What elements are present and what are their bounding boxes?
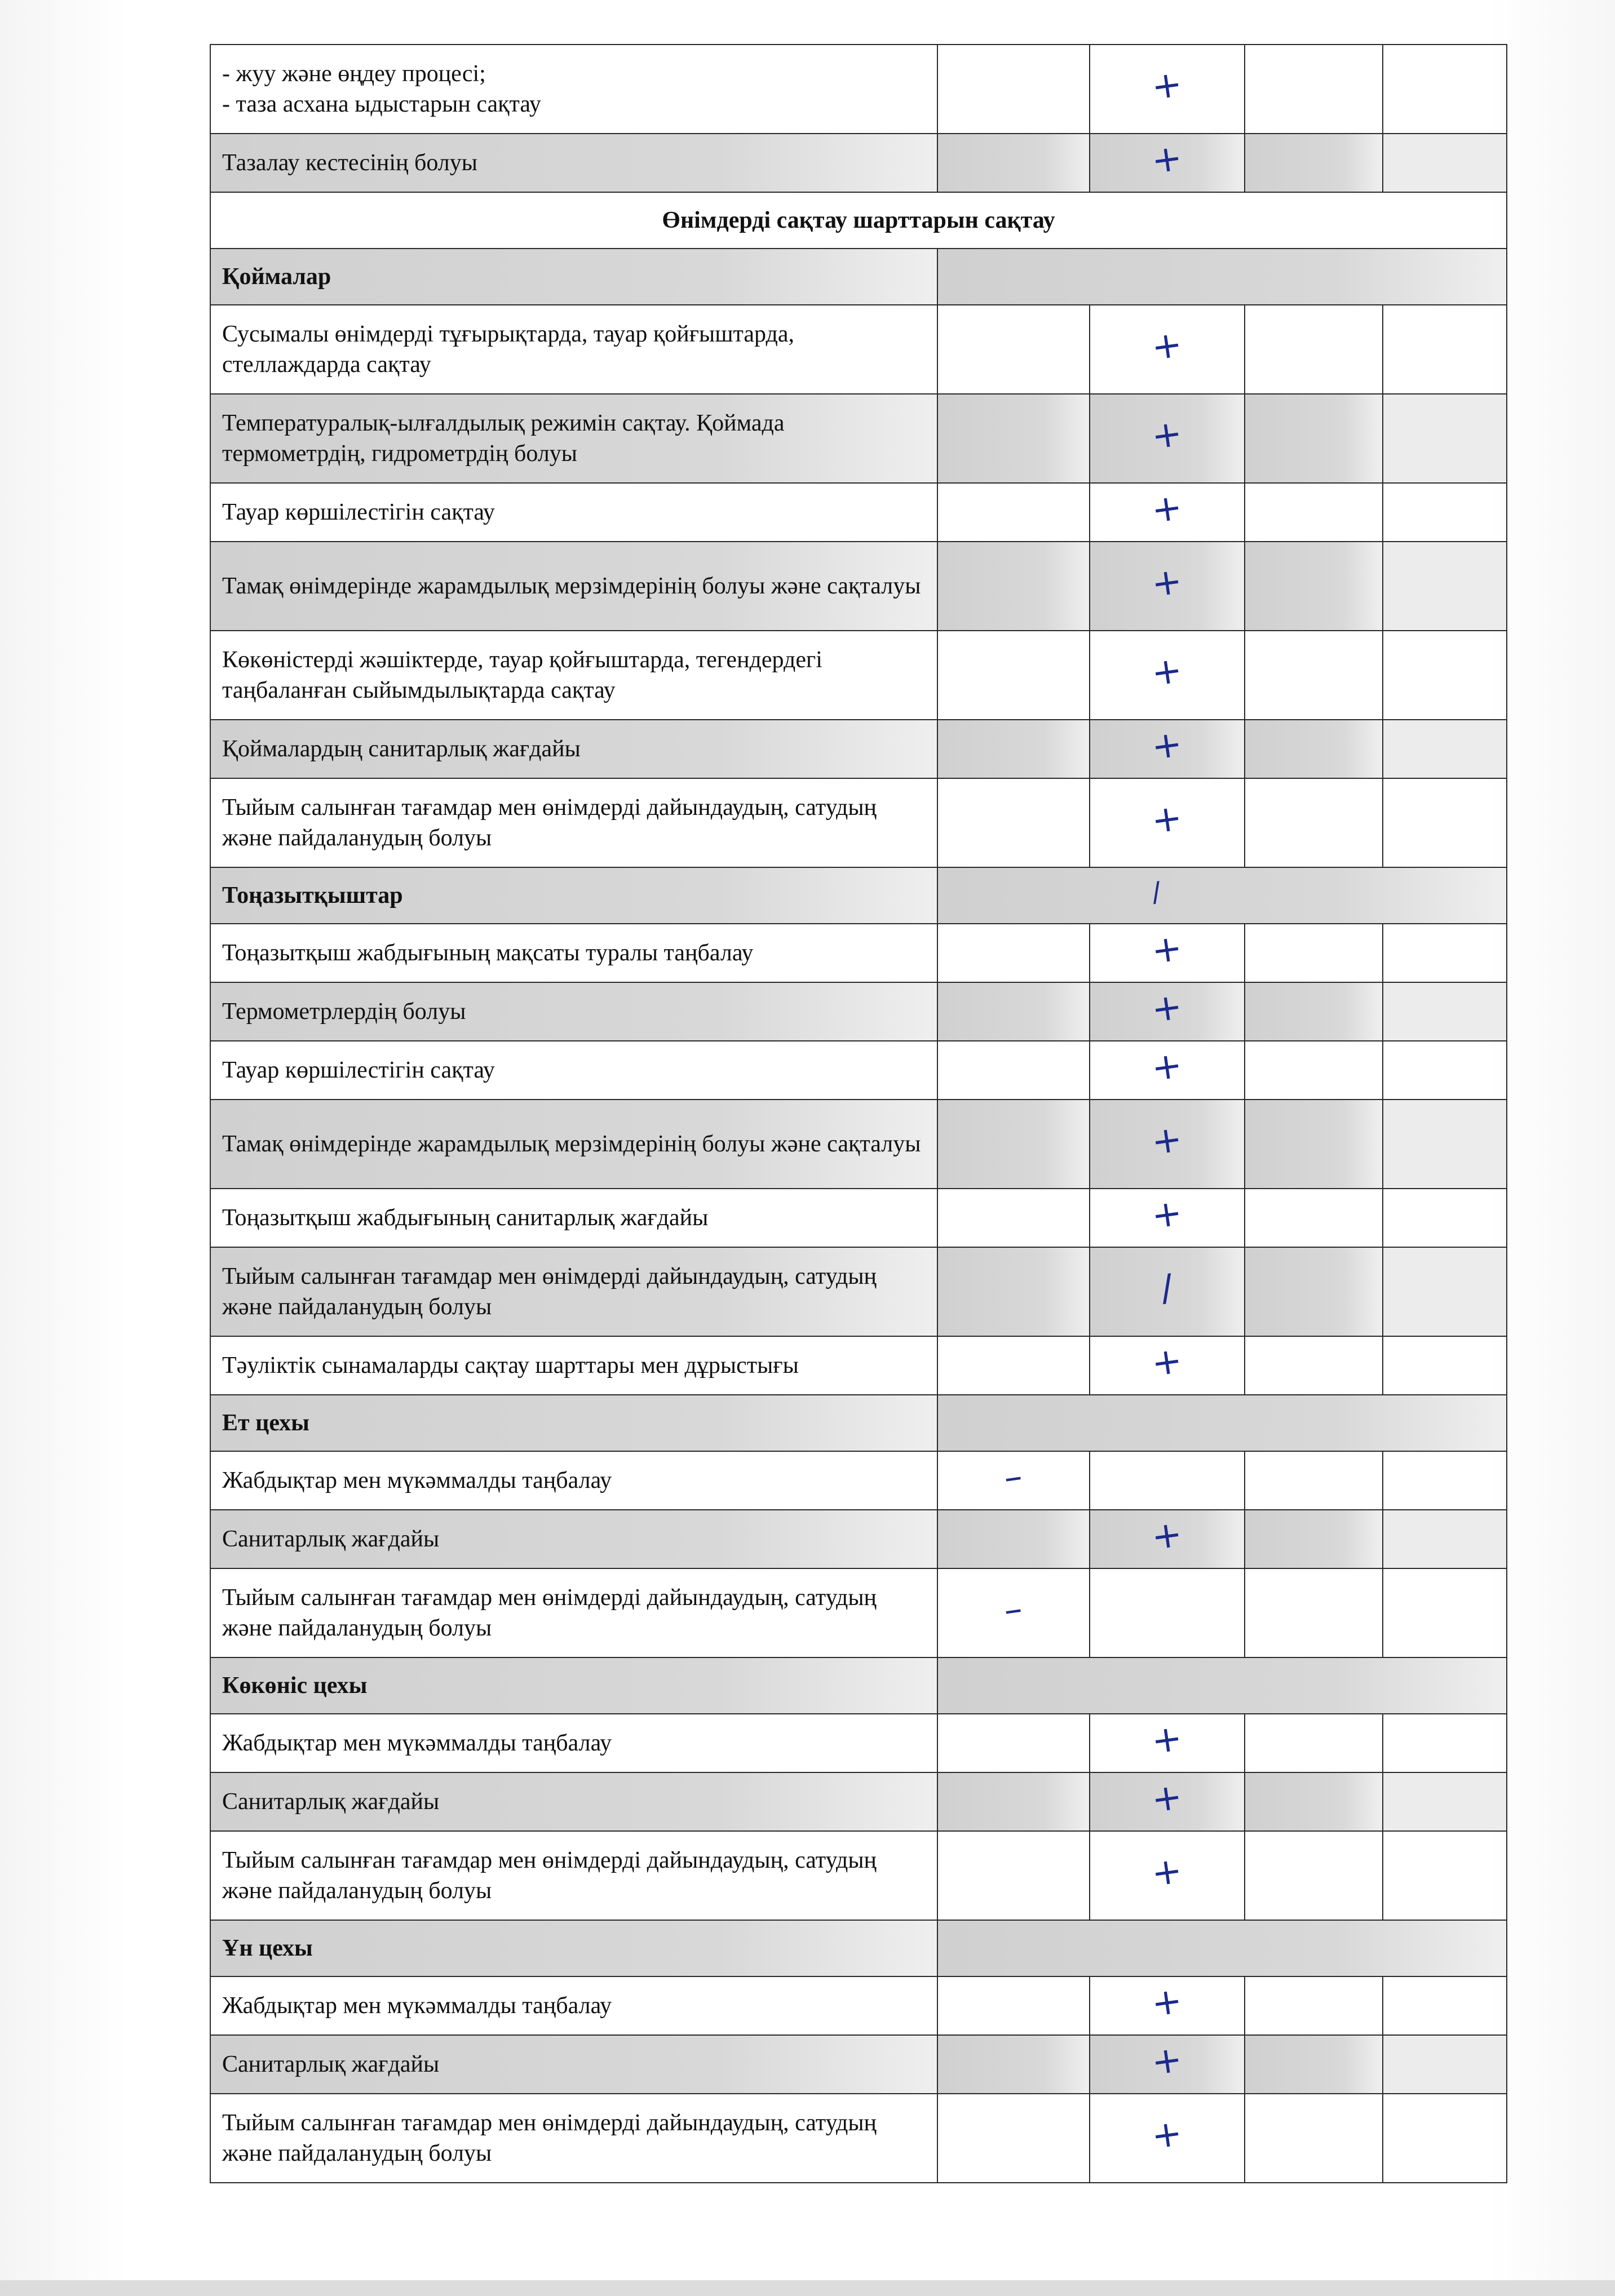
checklist-row bbox=[210, 134, 1507, 192]
mark-cell-col1 bbox=[937, 394, 1090, 483]
handwritten-mark: + bbox=[1148, 136, 1185, 183]
requirement-text: Көкөністерді жәшіктерде, тауар қойғыштарда, тегендердегі таңбаланған сыйымдылықтарда сақтау bbox=[210, 631, 937, 720]
mark-cell-col2 bbox=[1090, 982, 1245, 1041]
mark-cell-col1 bbox=[937, 1189, 1090, 1247]
mark-cell-col1 bbox=[937, 1976, 1090, 2035]
checklist-row bbox=[210, 1247, 1507, 1336]
mark-cell-col2 bbox=[1090, 720, 1245, 778]
empty-cell bbox=[1245, 1772, 1383, 1831]
section-header-row bbox=[210, 249, 1507, 305]
empty-cell bbox=[1383, 778, 1507, 867]
scan-edge bbox=[0, 2280, 1615, 2296]
section-header: Тоңазытқыштар bbox=[210, 867, 937, 924]
empty-cell bbox=[1245, 1568, 1383, 1657]
section-header: Қоймалар bbox=[210, 249, 937, 305]
empty-cell bbox=[1383, 720, 1507, 778]
requirement-text: Тоңазытқыш жабдығының санитарлық жағдайы bbox=[210, 1189, 937, 1247]
empty-cell bbox=[1245, 2035, 1383, 2094]
checklist-row bbox=[210, 305, 1507, 394]
handwritten-mark: – bbox=[1001, 1588, 1025, 1632]
empty-cell bbox=[1245, 305, 1383, 394]
section-header: Ұн цехы bbox=[210, 1920, 937, 1976]
requirement-text: - жуу және өңдеу процесі; - таза асхана ыдыстарын сақтау bbox=[210, 45, 937, 134]
checklist-row bbox=[210, 1336, 1507, 1395]
mark-cell-col1 bbox=[937, 1100, 1090, 1189]
handwritten-mark: + bbox=[1148, 560, 1185, 606]
empty-cell bbox=[1383, 631, 1507, 720]
checklist-row bbox=[210, 778, 1507, 867]
requirement-text: Температуралық-ылғалдылық режимін сақтау. Қоймада термометрдің, гидрометрдің болуы bbox=[210, 394, 937, 483]
section-header-row bbox=[210, 1920, 1507, 1976]
requirement-text: Қоймалардың санитарлық жағдайы bbox=[210, 720, 937, 778]
mark-cell-col1 bbox=[937, 542, 1090, 631]
mark-cell-col1 bbox=[937, 982, 1090, 1041]
checklist-row bbox=[210, 1714, 1507, 1772]
requirement-text: Сусымалы өнімдерді тұғырықтарда, тауар қойғыштарда, стеллаждарда сақтау bbox=[210, 305, 937, 394]
empty-cell bbox=[1245, 1831, 1383, 1920]
empty-cell bbox=[1383, 2035, 1507, 2094]
requirement-text: Тыйым салынған тағамдар мен өнімдерді дайындаудың, сатудың және пайдаланудың болуы bbox=[210, 778, 937, 867]
handwritten-mark: + bbox=[1148, 1044, 1185, 1090]
handwritten-mark: + bbox=[1148, 649, 1185, 695]
empty-cell bbox=[1383, 924, 1507, 982]
mark-cell-col2 bbox=[1090, 1189, 1245, 1247]
empty-cell bbox=[1245, 1247, 1383, 1336]
empty-cell bbox=[1245, 2094, 1383, 2183]
mark-cell-col2 bbox=[1090, 1247, 1245, 1336]
handwritten-mark: + bbox=[1148, 1513, 1185, 1559]
empty-cell bbox=[1383, 1189, 1507, 1247]
checklist-row bbox=[210, 45, 1507, 134]
mark-cell-col1 bbox=[937, 2094, 1090, 2183]
handwritten-mark: + bbox=[1148, 723, 1185, 769]
checklist-row bbox=[210, 2094, 1507, 2183]
empty-cell bbox=[1383, 1510, 1507, 1568]
checklist-row bbox=[210, 1100, 1507, 1189]
handwritten-mark: + bbox=[1148, 796, 1185, 843]
requirement-text: Тыйым салынған тағамдар мен өнімдерді дайындаудың, сатудың және пайдаланудың болуы bbox=[210, 1831, 937, 1920]
empty-cell bbox=[1383, 483, 1507, 542]
empty-cell bbox=[1383, 1568, 1507, 1657]
handwritten-mark: + bbox=[1148, 412, 1185, 458]
checklist-row bbox=[210, 1568, 1507, 1657]
mark-cell-col2 bbox=[1090, 1510, 1245, 1568]
empty-cell bbox=[1245, 134, 1383, 192]
handwritten-mark: + bbox=[1148, 486, 1185, 532]
checklist-row bbox=[210, 542, 1507, 631]
mark-cell-col2 bbox=[1090, 305, 1245, 394]
empty-cell bbox=[1245, 483, 1383, 542]
empty-cell bbox=[1245, 720, 1383, 778]
mark-cell-col2 bbox=[1090, 542, 1245, 631]
requirement-text: Санитарлық жағдайы bbox=[210, 2035, 937, 2094]
mark-cell-col1 bbox=[937, 631, 1090, 720]
handwritten-mark: + bbox=[1148, 1339, 1185, 1385]
section-header-fill bbox=[937, 1395, 1507, 1451]
empty-cell bbox=[1383, 394, 1507, 483]
requirement-text: Санитарлық жағдайы bbox=[210, 1510, 937, 1568]
mark-cell-col1 bbox=[937, 1510, 1090, 1568]
checklist-body bbox=[210, 45, 1507, 2183]
requirement-text: Жабдықтар мен мүкәммалды таңбалау bbox=[210, 1451, 937, 1510]
mark-cell-col1 bbox=[937, 483, 1090, 542]
empty-cell bbox=[1245, 924, 1383, 982]
requirement-text: Тауар көршілестігін сақтау bbox=[210, 483, 937, 542]
empty-cell bbox=[1245, 1510, 1383, 1568]
empty-cell bbox=[1383, 982, 1507, 1041]
mark-cell-col1 bbox=[937, 1451, 1090, 1510]
mark-cell-col1 bbox=[937, 1041, 1090, 1100]
requirement-text: Жабдықтар мен мүкәммалды таңбалау bbox=[210, 1976, 937, 2035]
checklist-row bbox=[210, 483, 1507, 542]
empty-cell bbox=[1245, 45, 1383, 134]
checklist-row bbox=[210, 1831, 1507, 1920]
handwritten-mark: + bbox=[1148, 985, 1185, 1031]
section-header-fill bbox=[937, 867, 1507, 924]
mark-cell-col1 bbox=[937, 778, 1090, 867]
mark-cell-col1 bbox=[937, 1247, 1090, 1336]
handwritten-mark: / bbox=[1157, 1266, 1176, 1310]
requirement-text: Тәуліктік сынамаларды сақтау шарттары мен дұрыстығы bbox=[210, 1336, 937, 1395]
section-header: Ет цехы bbox=[210, 1395, 937, 1451]
requirement-text: Тауар көршілестігін сақтау bbox=[210, 1041, 937, 1100]
mark-cell-col1 bbox=[937, 1714, 1090, 1772]
empty-cell bbox=[1383, 1831, 1507, 1920]
empty-cell bbox=[1383, 1100, 1507, 1189]
empty-cell bbox=[1383, 134, 1507, 192]
empty-cell bbox=[1245, 1451, 1383, 1510]
handwritten-mark: + bbox=[1148, 1191, 1185, 1238]
checklist-row bbox=[210, 982, 1507, 1041]
section-header-row bbox=[210, 1657, 1507, 1714]
mark-cell-col2 bbox=[1090, 1336, 1245, 1395]
empty-cell bbox=[1245, 394, 1383, 483]
mark-cell-col2 bbox=[1090, 1568, 1245, 1657]
handwritten-mark: + bbox=[1148, 2038, 1185, 2084]
requirement-text: Тамақ өнімдерінде жарамдылық мерзімдерінің болуы және сақталуы bbox=[210, 542, 937, 631]
empty-cell bbox=[1383, 1041, 1507, 1100]
mark-cell-col2 bbox=[1090, 394, 1245, 483]
empty-cell bbox=[1245, 1189, 1383, 1247]
empty-cell bbox=[1245, 982, 1383, 1041]
section-header-fill bbox=[937, 1920, 1507, 1976]
handwritten-mark: – bbox=[1001, 1455, 1025, 1499]
empty-cell bbox=[1245, 1714, 1383, 1772]
mark-cell-col2 bbox=[1090, 45, 1245, 134]
empty-cell bbox=[1245, 1100, 1383, 1189]
mark-cell-col2 bbox=[1090, 1976, 1245, 2035]
requirement-text: Тыйым салынған тағамдар мен өнімдерді дайындаудың, сатудың және пайдаланудың болуы bbox=[210, 1568, 937, 1657]
empty-cell bbox=[1383, 1336, 1507, 1395]
mark-cell-col2 bbox=[1090, 1041, 1245, 1100]
handwritten-mark: + bbox=[1148, 63, 1185, 109]
section-header-row bbox=[210, 1395, 1507, 1451]
requirement-text: Тыйым салынған тағамдар мен өнімдерді дайындаудың, сатудың және пайдаланудың болуы bbox=[210, 2094, 937, 2183]
handwritten-mark: + bbox=[1148, 1118, 1185, 1164]
requirement-text: Тоңазытқыш жабдығының мақсаты туралы таңбалау bbox=[210, 924, 937, 982]
empty-cell bbox=[1383, 1976, 1507, 2035]
empty-cell bbox=[1245, 1336, 1383, 1395]
empty-cell bbox=[1245, 778, 1383, 867]
checklist-row bbox=[210, 1189, 1507, 1247]
empty-cell bbox=[1245, 631, 1383, 720]
empty-cell bbox=[1383, 1772, 1507, 1831]
empty-cell bbox=[1383, 1714, 1507, 1772]
handwritten-mark: + bbox=[1148, 1849, 1185, 1895]
requirement-text: Тамақ өнімдерінде жарамдылық мерзімдерінің болуы және сақталуы bbox=[210, 1100, 937, 1189]
section-header-fill bbox=[937, 249, 1507, 305]
mark-cell-col2 bbox=[1090, 924, 1245, 982]
checklist-row bbox=[210, 720, 1507, 778]
mark-cell-col1 bbox=[937, 1336, 1090, 1395]
checklist-row bbox=[210, 1772, 1507, 1831]
handwritten-mark: + bbox=[1148, 323, 1185, 369]
mark-cell-col2 bbox=[1090, 1831, 1245, 1920]
mark-cell-col2 bbox=[1090, 778, 1245, 867]
empty-cell bbox=[1245, 1976, 1383, 2035]
section-title-row bbox=[210, 192, 1507, 249]
mark-cell-col1 bbox=[937, 45, 1090, 134]
empty-cell bbox=[1383, 45, 1507, 134]
mark-cell-col1 bbox=[937, 720, 1090, 778]
mark-cell-col1 bbox=[937, 1568, 1090, 1657]
handwritten-mark: / bbox=[1149, 876, 1163, 908]
mark-cell-col1 bbox=[937, 134, 1090, 192]
mark-cell-col2 bbox=[1090, 2094, 1245, 2183]
empty-cell bbox=[1383, 305, 1507, 394]
mark-cell-col1 bbox=[937, 1831, 1090, 1920]
mark-cell-col2 bbox=[1090, 2035, 1245, 2094]
handwritten-mark: + bbox=[1148, 927, 1185, 973]
empty-cell bbox=[1383, 1451, 1507, 1510]
requirement-text: Тыйым салынған тағамдар мен өнімдерді дайындаудың, сатудың және пайдаланудың болуы bbox=[210, 1247, 937, 1336]
checklist-row bbox=[210, 1976, 1507, 2035]
mark-cell-col2 bbox=[1090, 483, 1245, 542]
requirement-text: Термометрлердің болуы bbox=[210, 982, 937, 1041]
empty-cell bbox=[1383, 542, 1507, 631]
handwritten-mark: + bbox=[1148, 1717, 1185, 1763]
empty-cell bbox=[1383, 2094, 1507, 2183]
mark-cell-col2 bbox=[1090, 1100, 1245, 1189]
mark-cell-col1 bbox=[937, 924, 1090, 982]
mark-cell-col2 bbox=[1090, 1772, 1245, 1831]
checklist-row bbox=[210, 394, 1507, 483]
checklist-row bbox=[210, 2035, 1507, 2094]
section-header: Көкөніс цехы bbox=[210, 1657, 937, 1714]
mark-cell-col1 bbox=[937, 1772, 1090, 1831]
mark-cell-col2 bbox=[1090, 631, 1245, 720]
section-header-row bbox=[210, 867, 1507, 924]
mark-cell-col2 bbox=[1090, 1451, 1245, 1510]
checklist-row bbox=[210, 1451, 1507, 1510]
checklist-row bbox=[210, 1041, 1507, 1100]
empty-cell bbox=[1245, 1041, 1383, 1100]
handwritten-mark: + bbox=[1148, 1775, 1185, 1821]
mark-cell-col2 bbox=[1090, 134, 1245, 192]
checklist-row bbox=[210, 1510, 1507, 1568]
empty-cell bbox=[1383, 1247, 1507, 1336]
section-header-fill bbox=[937, 1657, 1507, 1714]
checklist-row bbox=[210, 924, 1507, 982]
checklist-row bbox=[210, 631, 1507, 720]
requirement-text: Жабдықтар мен мүкәммалды таңбалау bbox=[210, 1714, 937, 1772]
checklist-table bbox=[210, 44, 1507, 2183]
mark-cell-col1 bbox=[937, 305, 1090, 394]
handwritten-mark: + bbox=[1148, 2112, 1185, 2158]
requirement-text: Тазалау кестесінің болуы bbox=[210, 134, 937, 192]
mark-cell-col1 bbox=[937, 2035, 1090, 2094]
empty-cell bbox=[1245, 542, 1383, 631]
handwritten-mark: + bbox=[1148, 1979, 1185, 2025]
section-title: Өнімдерді сақтау шарттарын сақтау bbox=[210, 192, 1507, 249]
mark-cell-col2 bbox=[1090, 1714, 1245, 1772]
requirement-text: Санитарлық жағдайы bbox=[210, 1772, 937, 1831]
